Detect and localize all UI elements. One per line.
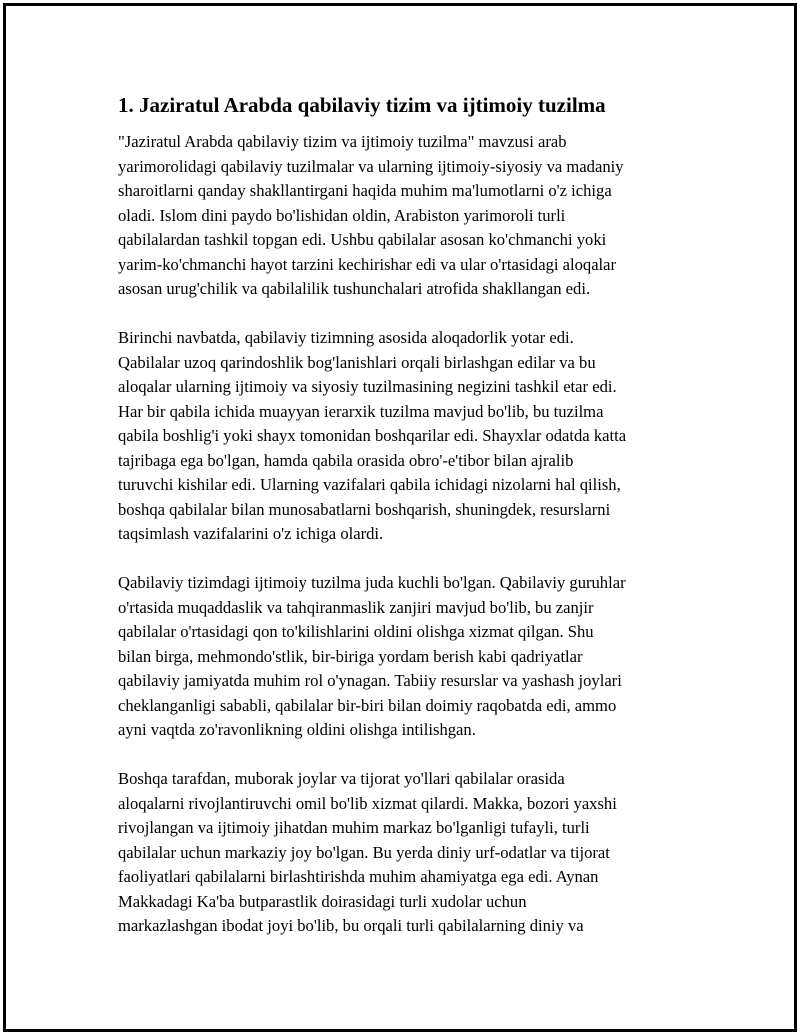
document-body [118,92,684,963]
paragraph-3: Qabilaviy tizimdagi ijtimoiy tuzilma juda kuchli bo'lgan. Qabilaviy guruhlar o'rtasida muqaddaslik va tahqiranmaslik zanjiri mavjud bo'lib, bu zanjir qabilalar o'rtasidagi qon to'kilishlarini oldini olishga xizmat qilgan. Shu bilan birga, mehmondo'stlik, bir-biriga yordam berish kabi qadriyatlar qabilaviy jamiyatda muhim rol o'ynagan. Tabiiy resurslar va yashash joylari cheklanganligi sababli, qabilalar bir-biri bilan doimiy raqobatda edi, ammo ayni vaqtda zo'ravonlikning oldini olishga intilishgan. [118,573,626,739]
paragraph-1: "Jaziratul Arabda qabilaviy tizim va ijtimoiy tuzilma" mavzusi arab yarimorolidagi qabilaviy tuzilmalar va ularning ijtimoiy-siyosiy va madaniy sharoitlarni qanday shakllantirgani haqida muhim ma'lumotlarni o'z ichiga oladi. Islom dini paydo bo'lishidan oldin, Arabiston yarimoroli turli qabilalardan tashkil topgan edi. Ushbu qabilalar asosan ko'chmanchi yoki yarim-ko'chmanchi hayot tarzini kechirishar edi va ular o'rtasidagi aloqalar asosan urug'chilik va qabilalilik tushunchalari atrofida shakllangan edi. [118,132,624,298]
paragraph-4: Boshqa tarafdan, muborak joylar va tijorat yo'llari qabilalar orasida aloqalarni rivojlantiruvchi omil bo'lib xizmat qilardi. Makka, bozori yaxshi rivojlangan va ijtimoiy jihatdan muhim markaz bo'lganligi tufayli, turli qabilalar uchun markaziy joy bo'lgan. Bu yerda diniy urf-odatlar va tijorat faoliyatlari qabilalarni birlashtirishda muhim ahamiyatga ega edi. Aynan Makkadagi Ka'ba butparastlik doirasidagi turli xudolar uchun markazlashgan ibodat joyi bo'lib, bu orqali turli qabilalarning diniy va [118,769,617,935]
paragraph-2: Birinchi navbatda, qabilaviy tizimning asosida aloqadorlik yotar edi. Qabilalar uzoq qarindoshlik bog'lanishlari orqali birlashgan edilar va bu aloqalar ularning ijtimoiy va siyosiy tuzilmasining negizini tashkil etar edi. Har bir qabila ichida muayyan ierarxik tuzilma mavjud bo'lib, bu tuzilma qabila boshlig'i yoki shayx tomonidan boshqarilar edi. Shayxlar odatda katta tajribaga ega bo'lgan, hamda qabila orasida obro'-e'tibor bilan ajralib turuvchi kishilar edi. Ularning vazifalari qabila ichidagi nizolarni hal qilish, boshqa qabilalar bilan munosabatlarni boshqarish, shuningdek, resurslarni taqsimlash vazifalarini o'z ichiga olardi. [118,328,627,543]
section-heading: 1. Jaziratul Arabda qabilaviy tizim va ijtimoiy tuzilma [118,93,606,117]
